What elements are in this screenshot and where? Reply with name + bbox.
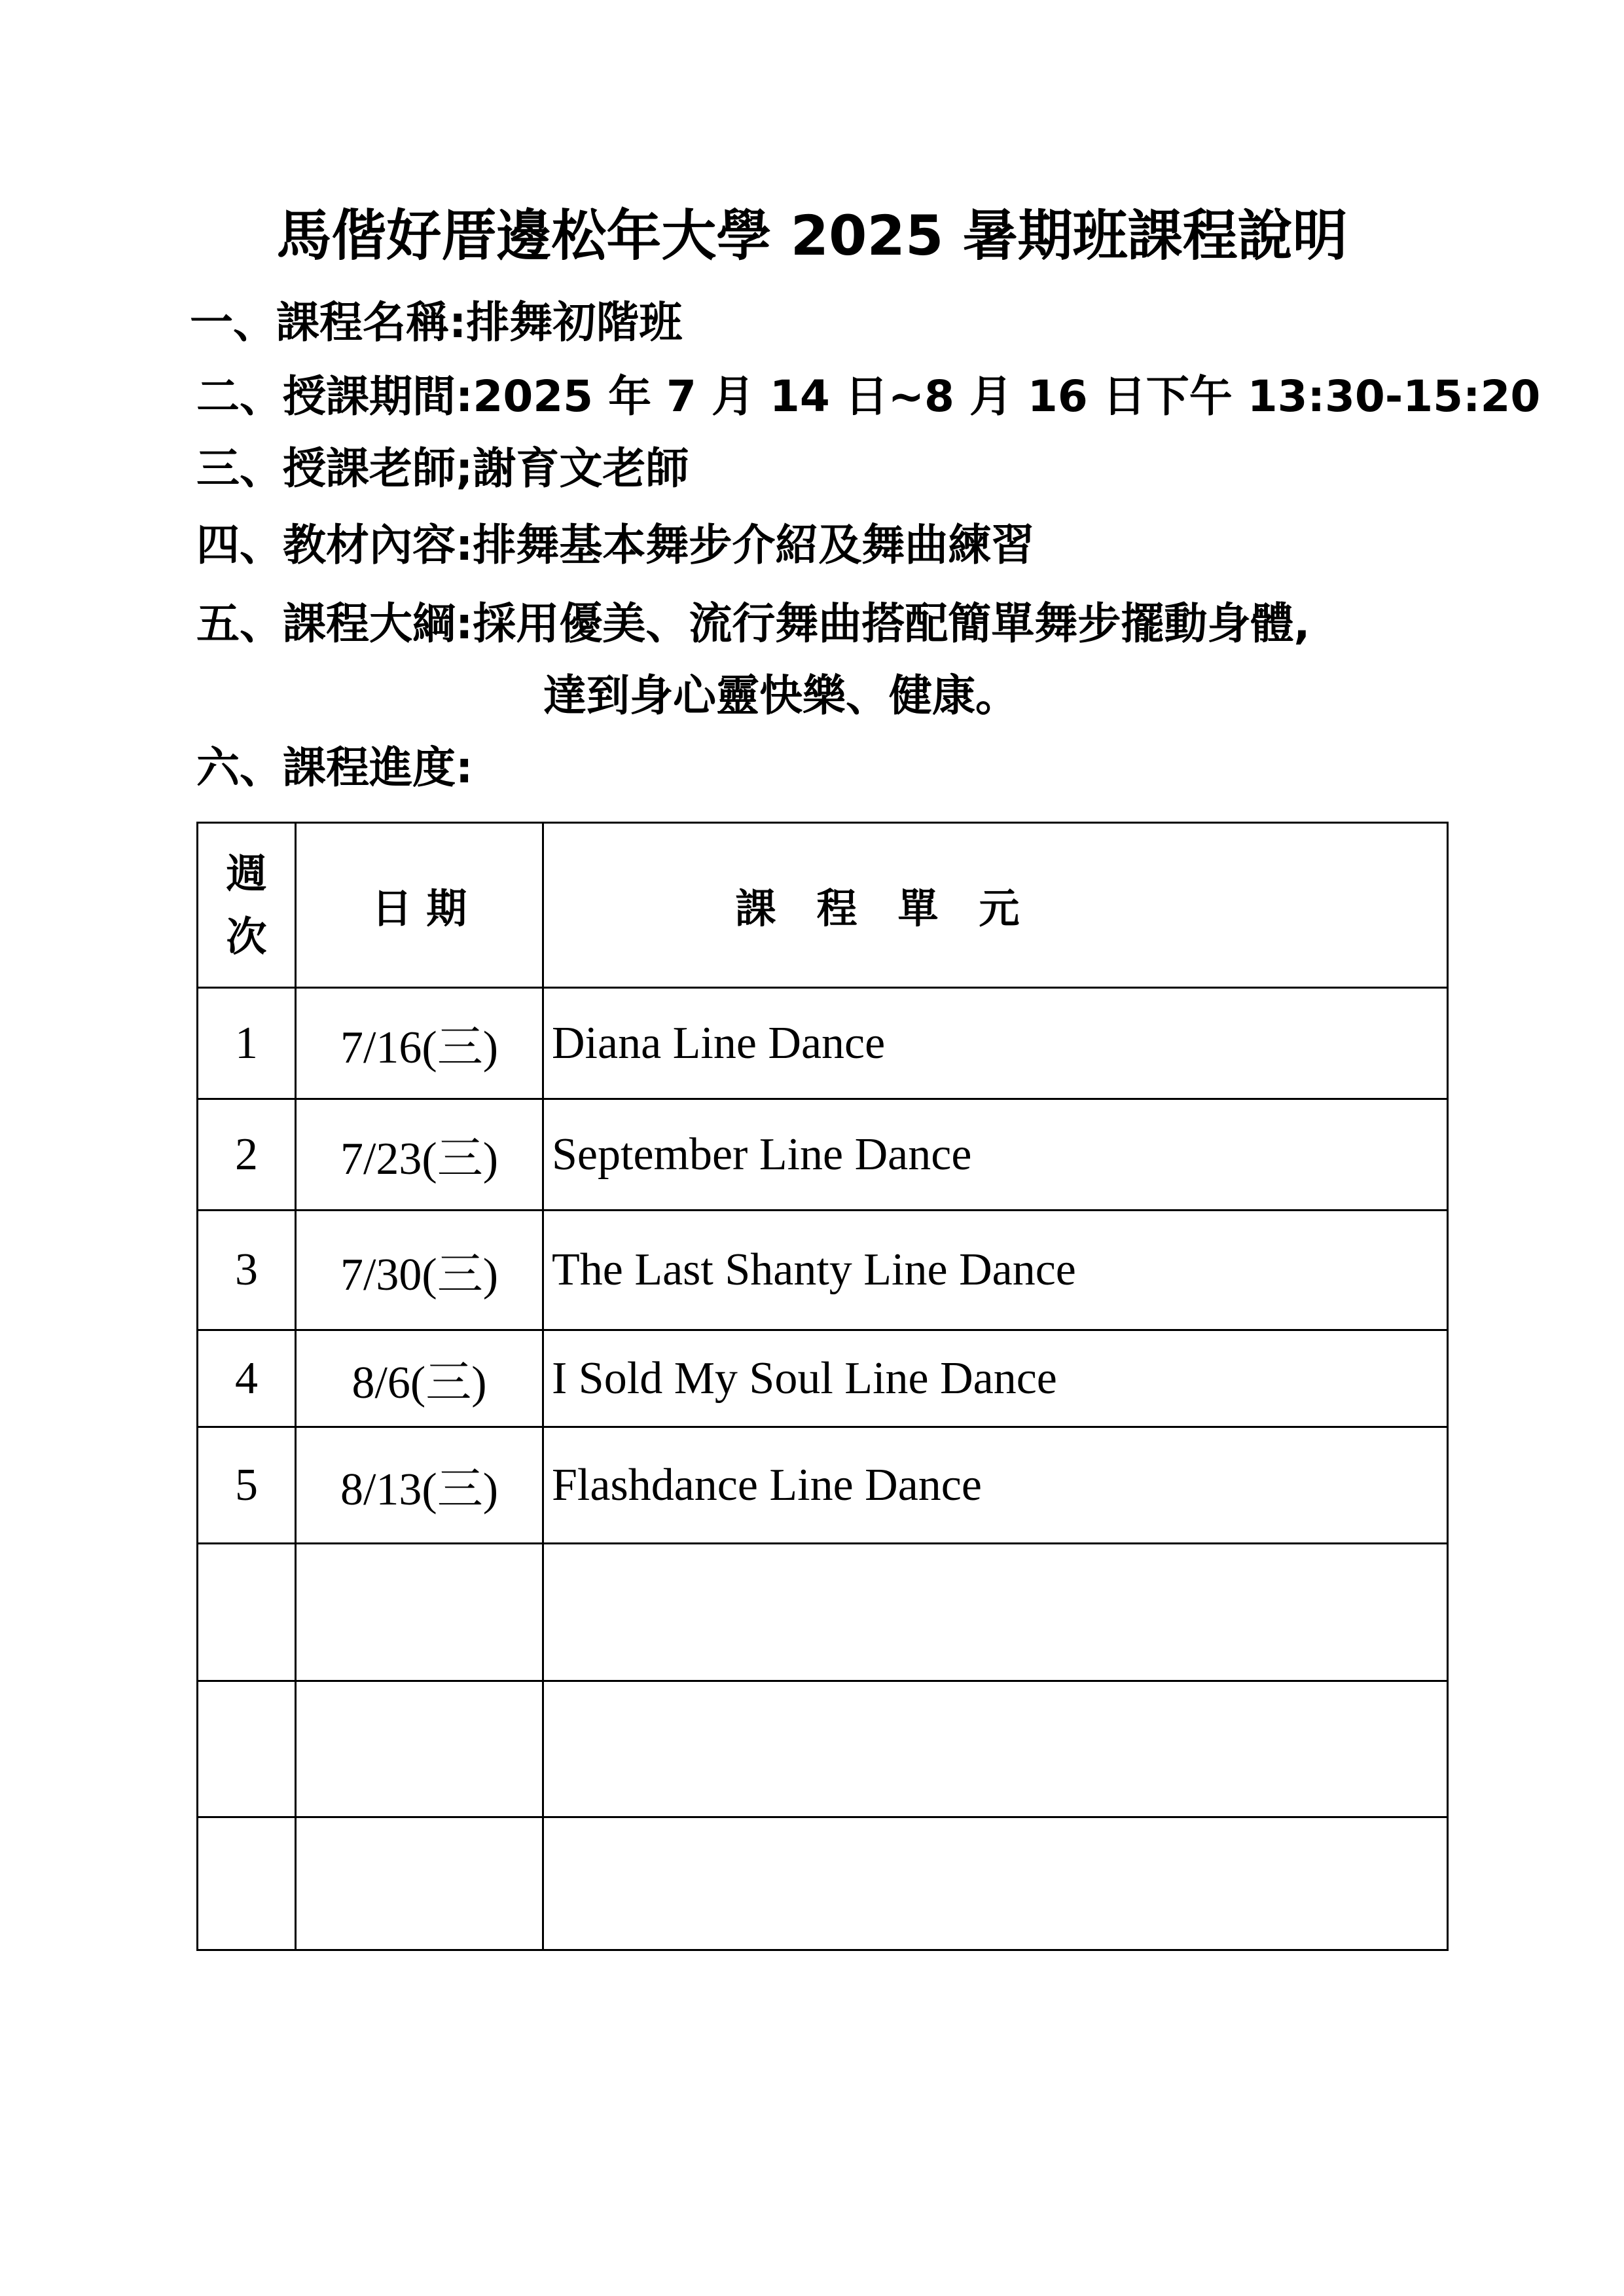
period-line — [196, 365, 1540, 428]
row-unit: I Sold My Soul Line Dance — [543, 1330, 1448, 1427]
row-date — [296, 1544, 543, 1681]
row-date: 7/16(三) — [296, 988, 543, 1099]
row-unit — [543, 1817, 1448, 1950]
row-date: 7/23(三) — [296, 1099, 543, 1211]
outline-value-2: 達到身心靈快樂、健康。 — [543, 670, 1019, 721]
table-row — [198, 1817, 1448, 1950]
row-unit: The Last Shanty Line Dance — [543, 1211, 1448, 1330]
row-date — [296, 1681, 543, 1817]
progress-label: 六、課程進度: — [196, 742, 473, 793]
teacher-value: 謝育文老師 — [473, 443, 689, 494]
course-name-line — [190, 291, 682, 354]
table-row — [198, 1099, 1448, 1211]
period-label: 二、授課期間: — [196, 371, 473, 422]
row-week: 5 — [198, 1427, 296, 1544]
row-week — [198, 1681, 296, 1817]
row-week — [198, 1817, 296, 1950]
header-week-char-2: 次 — [226, 912, 267, 960]
table-row — [198, 1427, 1448, 1544]
schedule-table — [196, 822, 1449, 1951]
content-line — [196, 514, 1034, 577]
course-name-label: 一、課程名稱: — [190, 297, 467, 348]
row-date — [296, 1817, 543, 1950]
header-week — [198, 823, 296, 988]
row-unit: Diana Line Dance — [543, 988, 1448, 1099]
row-week: 3 — [198, 1211, 296, 1330]
row-week — [198, 1544, 296, 1681]
row-week: 1 — [198, 988, 296, 1099]
header-units — [543, 823, 1448, 988]
header-date: 日 期 — [296, 823, 543, 988]
table-row — [198, 1681, 1448, 1817]
outline-value-1: 採用優美、流行舞曲搭配簡單舞步擺動身體, — [473, 598, 1310, 649]
content-label: 四、教材內容: — [196, 520, 473, 570]
table-row — [198, 1211, 1448, 1330]
content-value: 排舞基本舞步介紹及舞曲練習 — [473, 520, 1035, 570]
period-value: 2025 年 7 月 14 日~8 月 16 日下午 13:30-15:20 — [473, 371, 1541, 422]
header-units-text: 課 程 單 元 — [735, 884, 1020, 932]
table-row — [198, 988, 1448, 1099]
outline-line — [196, 592, 1310, 655]
header-week-char-1: 週 — [226, 849, 267, 898]
row-unit — [543, 1681, 1448, 1817]
outline-label: 五、課程大綱: — [196, 598, 473, 649]
teacher-line — [196, 437, 689, 500]
table-row — [198, 1330, 1448, 1427]
row-date: 7/30(三) — [296, 1211, 543, 1330]
table-header-row — [198, 823, 1448, 988]
row-unit: September Line Dance — [543, 1099, 1448, 1211]
row-unit: Flashdance Line Dance — [543, 1427, 1448, 1544]
row-date: 8/13(三) — [296, 1427, 543, 1544]
row-week: 4 — [198, 1330, 296, 1427]
teacher-label: 三、授課老師; — [196, 443, 473, 494]
document-title: 馬偕好厝邊松年大學 2025 暑期班課程說明 — [276, 204, 1348, 268]
table-row — [198, 1544, 1448, 1681]
row-week: 2 — [198, 1099, 296, 1211]
course-name-value: 排舞初階班 — [466, 297, 683, 348]
row-unit — [543, 1544, 1448, 1681]
row-date: 8/6(三) — [296, 1330, 543, 1427]
progress-line — [196, 737, 473, 799]
